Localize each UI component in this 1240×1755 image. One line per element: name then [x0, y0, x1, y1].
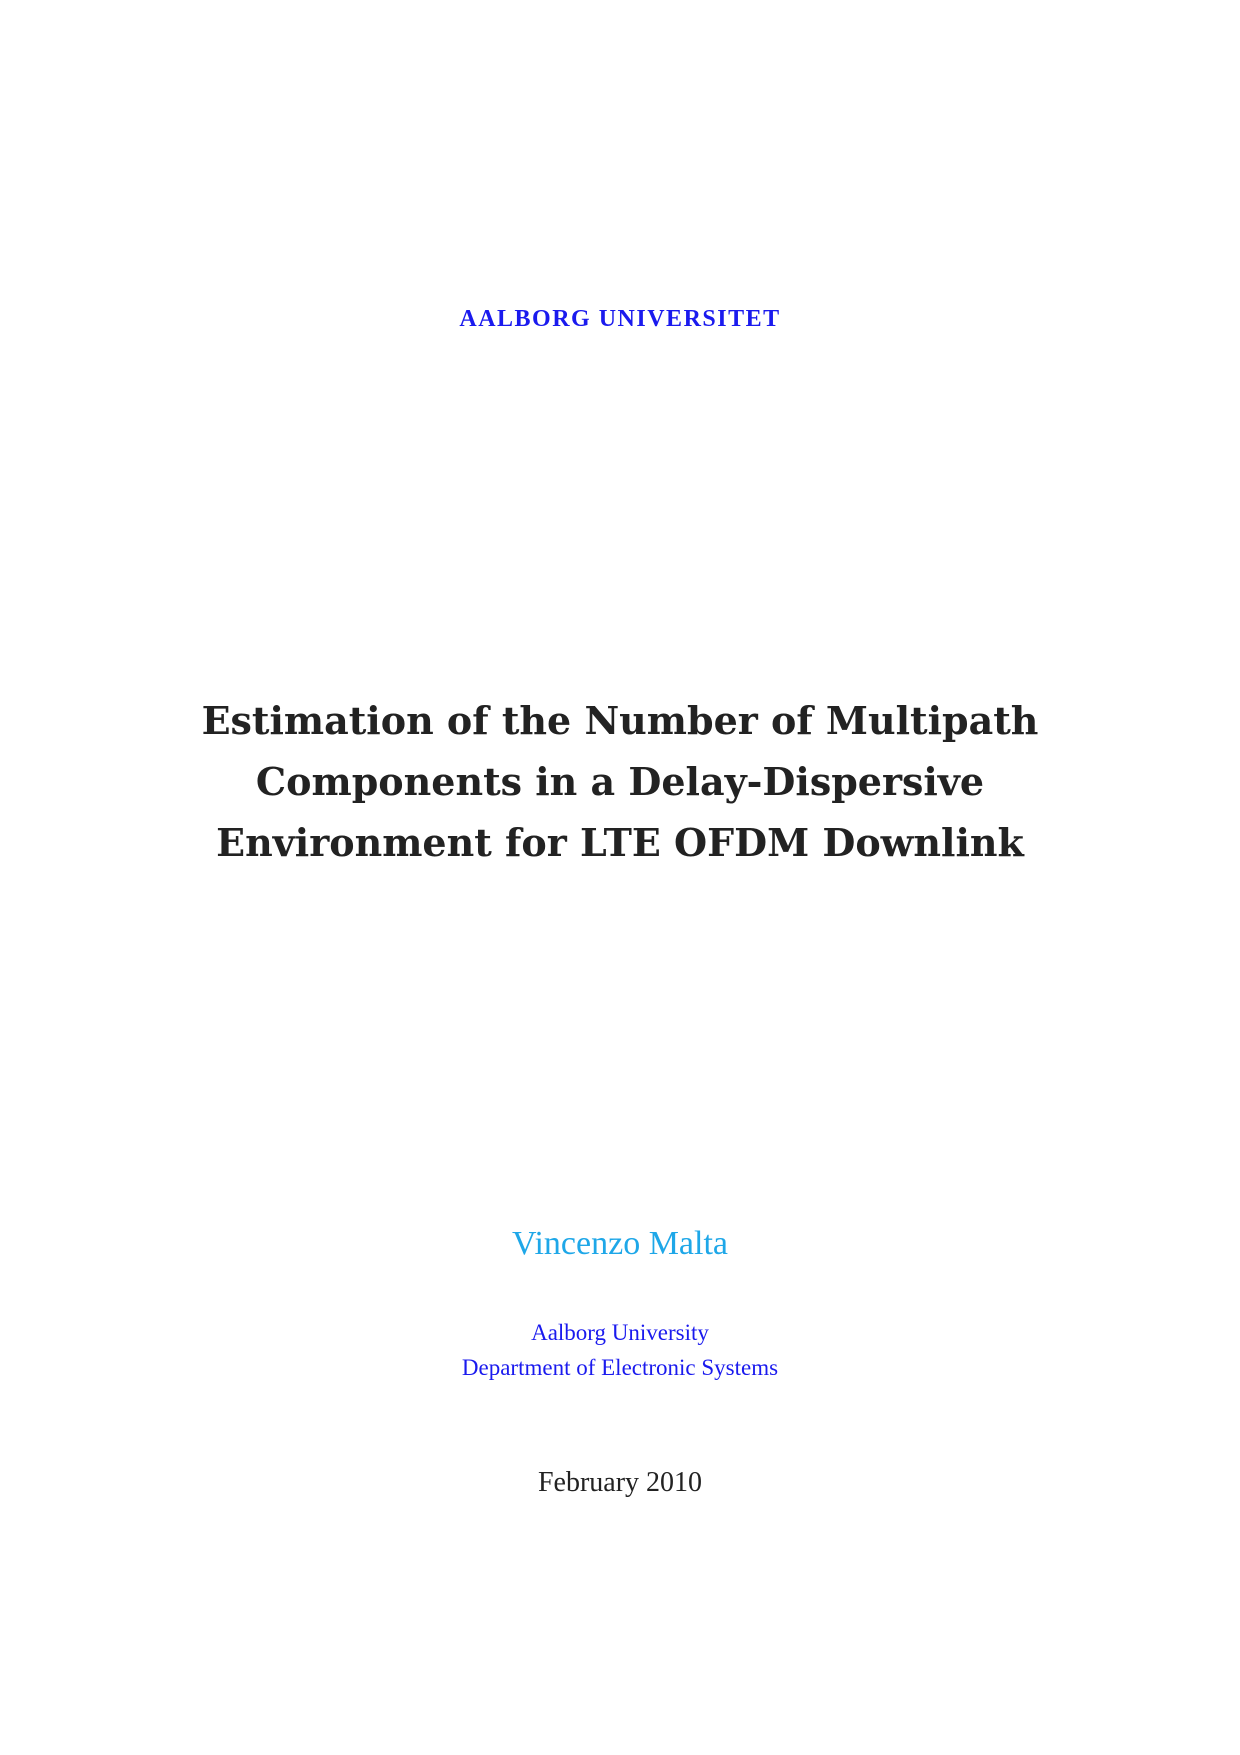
university-heading: AALBORG UNIVERSITET	[459, 306, 781, 332]
title-line-1: Estimation of the Number of Multipath	[201, 698, 1039, 743]
affiliation-institution: Aalborg University	[531, 1320, 709, 1345]
document-title	[0, 690, 1240, 873]
title-line-3: Environment for LTE OFDM Downlink	[216, 820, 1024, 865]
author-name: Vincenzo Malta	[511, 1225, 729, 1262]
affiliation-department: Department of Electronic Systems	[461, 1355, 779, 1380]
document-date: February 2010	[537, 1467, 703, 1498]
title-line-2: Components in a Delay-Dispersive	[255, 759, 985, 804]
affiliation-block	[0, 1315, 1240, 1385]
